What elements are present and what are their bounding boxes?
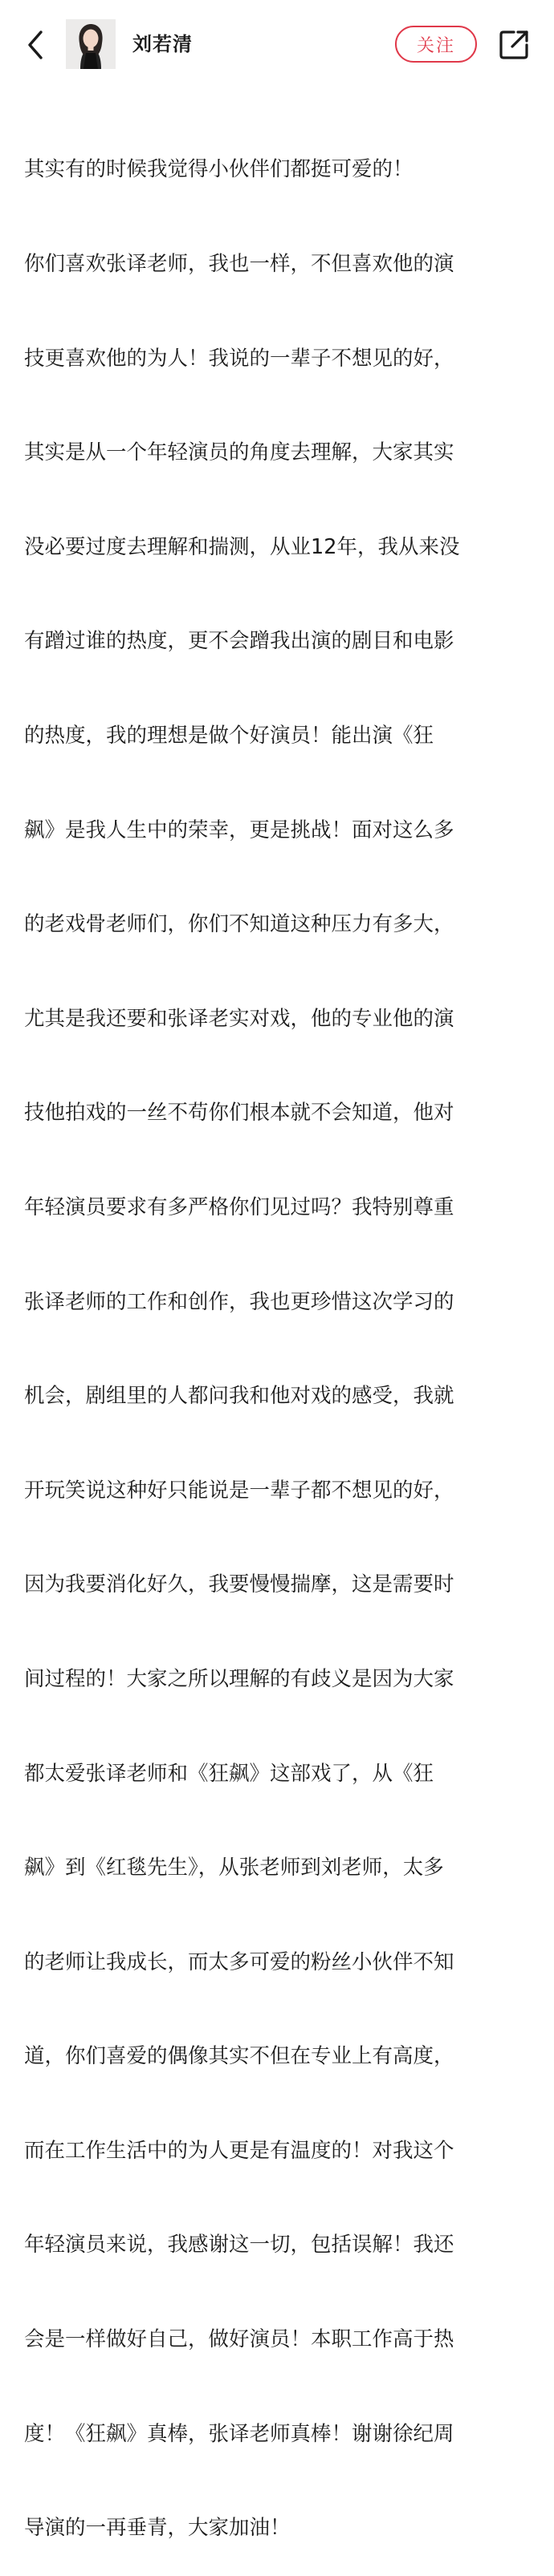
post-line: 你们喜欢张译老师，我也一样，不但喜欢他的演 — [24, 252, 454, 276]
follow-button[interactable]: 关注 — [395, 26, 477, 63]
post-line: 机会，剧组里的人都问我和他对戏的感受，我就 — [24, 1384, 454, 1409]
post-line: 而在工作生活中的为人更是有温度的！对我这个 — [24, 2138, 454, 2163]
back-button[interactable] — [19, 26, 51, 64]
share-external-icon — [496, 27, 532, 63]
username[interactable]: 刘若清 — [132, 33, 193, 55]
post-line: 度！《狂飙》真棒，张译老师真棒！谢谢徐纪周 — [24, 2421, 454, 2446]
post-line: 其实有的时候我觉得小伙伴们都挺可爱的！ — [24, 157, 413, 182]
post-line: 的热度，我的理想是做个好演员！能出演《狂 — [24, 723, 434, 748]
post-line: 没必要过度去理解和揣测，从业12年，我从来没 — [24, 534, 460, 559]
post-line: 开玩笑说这种好只能说是一辈子都不想见的好， — [24, 1478, 454, 1503]
post-line: 都太爱张译老师和《狂飙》这部戏了，从《狂 — [24, 1761, 434, 1786]
post-line: 飙》是我人生中的荣幸，更是挑战！面对这么多 — [24, 817, 454, 842]
post-line: 年轻演员要求有多严格你们见过吗？我特别尊重 — [24, 1195, 454, 1219]
post-line: 会是一样做好自己，做好演员！本职工作高于热 — [24, 2327, 454, 2352]
top-bar — [0, 0, 554, 88]
user-avatar-image — [66, 19, 116, 69]
post-line: 张译老师的工作和创作，我也更珍惜这次学习的 — [24, 1289, 454, 1314]
post-line: 技更喜欢他的为人！我说的一辈子不想见的好， — [24, 346, 454, 371]
post-line: 的老戏骨老师们，你们不知道这种压力有多大， — [24, 912, 454, 937]
chevron-left-icon — [25, 29, 46, 61]
post-line: 道，你们喜爱的偶像其实不但在专业上有高度， — [24, 2044, 454, 2069]
post-line: 飙》到《红毯先生》，从张老师到刘老师，太多 — [24, 1856, 444, 1880]
post-line: 其实是从一个年轻演员的角度去理解，大家其实 — [24, 440, 454, 465]
post-line: 导演的一再垂青，大家加油！ — [24, 2516, 291, 2541]
post-line: 有蹭过谁的热度，更不会蹭我出演的剧目和电影 — [24, 629, 454, 654]
post-body — [24, 91, 538, 2576]
post-line: 尤其是我还要和张译老实对戏，他的专业他的演 — [24, 1006, 454, 1031]
post-line: 年轻演员来说，我感谢这一切，包括误解！我还 — [24, 2233, 454, 2258]
post-line: 的老师让我成长，而太多可爱的粉丝小伙伴不知 — [24, 1949, 454, 1974]
post-line: 间过程的！大家之所以理解的有歧义是因为大家 — [24, 1666, 454, 1691]
post-line: 技他拍戏的一丝不苟你们根本就不会知道，他对 — [24, 1101, 454, 1126]
share-button[interactable] — [496, 27, 532, 63]
post-line: 因为我要消化好久，我要慢慢揣摩，这是需要时 — [24, 1572, 454, 1597]
avatar[interactable] — [66, 19, 116, 69]
